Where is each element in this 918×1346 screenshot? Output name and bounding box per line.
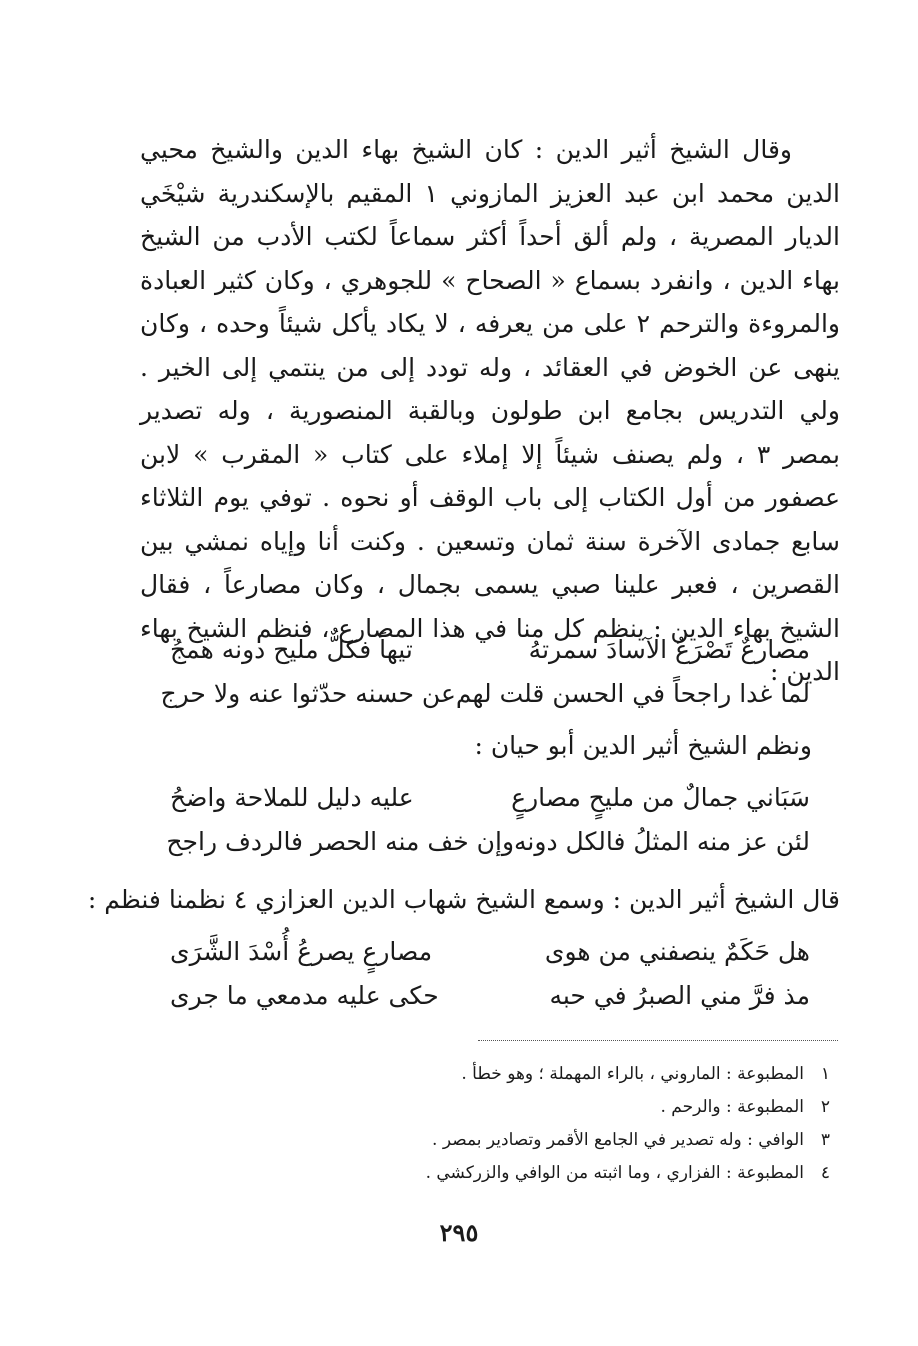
verse-second-hemistich: حكى عليه مدمعي ما جرى bbox=[170, 981, 439, 1010]
footnote-divider bbox=[478, 1040, 838, 1041]
footnote bbox=[330, 1091, 830, 1124]
verse-first-hemistich: سَبَاني جمالٌ من مليحٍ مصارعٍ bbox=[511, 783, 810, 812]
footnote bbox=[330, 1157, 830, 1190]
footnote-number: ٤ bbox=[820, 1163, 830, 1183]
verse-line bbox=[170, 974, 810, 1018]
verse-first-hemistich: لما غدا راجحاً في الحسن قلت لهم bbox=[455, 679, 810, 708]
footnote-text: المطبوعة : الفزاري ، وما اثبته من الوافي والزركشي . bbox=[425, 1163, 804, 1183]
poem-azazi bbox=[170, 930, 810, 1018]
verse-line bbox=[170, 930, 810, 974]
verse-first-hemistich: مصارعٌ تَصْرَعُ الآسادَ سمرتهُ bbox=[528, 635, 810, 664]
footnote-text: المطبوعة : الماروني ، بالراء المهملة ؛ وهو خطأ . bbox=[461, 1064, 804, 1084]
poem-baha-al-din bbox=[160, 628, 810, 716]
verse-line bbox=[170, 776, 810, 820]
verse-line bbox=[160, 672, 810, 716]
verse-second-hemistich: عليه دليل للملاحة واضحُ bbox=[170, 783, 414, 812]
footnote-number: ٢ bbox=[820, 1097, 830, 1117]
footnote-number: ٣ bbox=[820, 1130, 830, 1150]
verse-second-hemistich: عن حسنه حدّثوا عنه ولا حرج bbox=[160, 679, 456, 708]
verse-second-hemistich: تيهاً فكلٌّ مليح دونه همجُ bbox=[170, 635, 413, 664]
footnote bbox=[330, 1124, 830, 1157]
verse-first-hemistich: هل حَكَمٌ ينصفني من هوى bbox=[544, 937, 810, 966]
page-number: ٢٩٥ bbox=[439, 1218, 479, 1247]
footnote-number: ١ bbox=[820, 1064, 830, 1084]
footnote-text: المطبوعة : والرحم . bbox=[660, 1097, 804, 1117]
verse-line bbox=[170, 628, 810, 672]
main-paragraph-block bbox=[140, 128, 840, 694]
poem-intro-azazi: قال الشيخ أثير الدين : وسمع الشيخ شهاب الدين العزازي ٤ نظمنا فنظم : bbox=[87, 885, 840, 914]
footnotes bbox=[330, 1058, 830, 1190]
verse-first-hemistich: مذ فرَّ مني الصبرُ في حبه bbox=[549, 981, 810, 1010]
verse-second-hemistich: مصارعٍ يصرعُ أُسْدَ الشَّرَى bbox=[170, 937, 433, 966]
footnote-text: الوافي : وله تصدير في الجامع الأقمر وتصادير بمصر . bbox=[432, 1130, 804, 1150]
verse-second-hemistich: وإن خف منه الحصر فالردف راجح bbox=[166, 827, 515, 856]
verse-line bbox=[166, 820, 810, 864]
footnote bbox=[330, 1058, 830, 1091]
main-paragraph: وقال الشيخ أثير الدين : كان الشيخ بهاء الدين والشيخ محيي الدين محمد ابن عبد العزيز المازوني ١ المقيم بالإسكندرية شيْخَي الديار المصرية ، ولم ألق أحداً أكثر سماعاً لكتب الأدب من الشيخ بهاء الدين ، وانفرد بسماع « الصحاح » للجوهري ، وكان كثير العبادة والمروءة والترحم ٢ على من يعرفه ، لا يكاد يأكل شيئاً وحده ، وكان ينهى عن الخوض في العقائد ، وله تودد إلى من ينتمي إلى الخير . ولي التدريس بجامع ابن طولون وبالقبة المنصورية ، وله تصدير بمصر ٣ ، ولم يصنف شيئاً إلا إملاء على كتاب « المقرب » لابن عصفور من أول الكتاب إلى باب الوقف أو نحوه . توفي يوم الثلاثاء سابع جمادى الآخرة سنة ثمان وتسعين . وكنت أنا وإياه نمشي بين القصرين ، فعبر علينا صبي يسمى بجمال ، وكان مصارعاً ، فقال الشيخ بهاء الدين : ينظم كل منا في هذا المصارع ، فنظم الشيخ بهاء الدين : bbox=[140, 135, 840, 686]
verse-first-hemistich: لئن عز منه المثلُ فالكل دونه bbox=[514, 827, 810, 856]
poem-intro-abu-hayyan: ونظم الشيخ أثير الدين أبو حيان : bbox=[474, 731, 812, 760]
poem-abu-hayyan bbox=[166, 776, 810, 864]
